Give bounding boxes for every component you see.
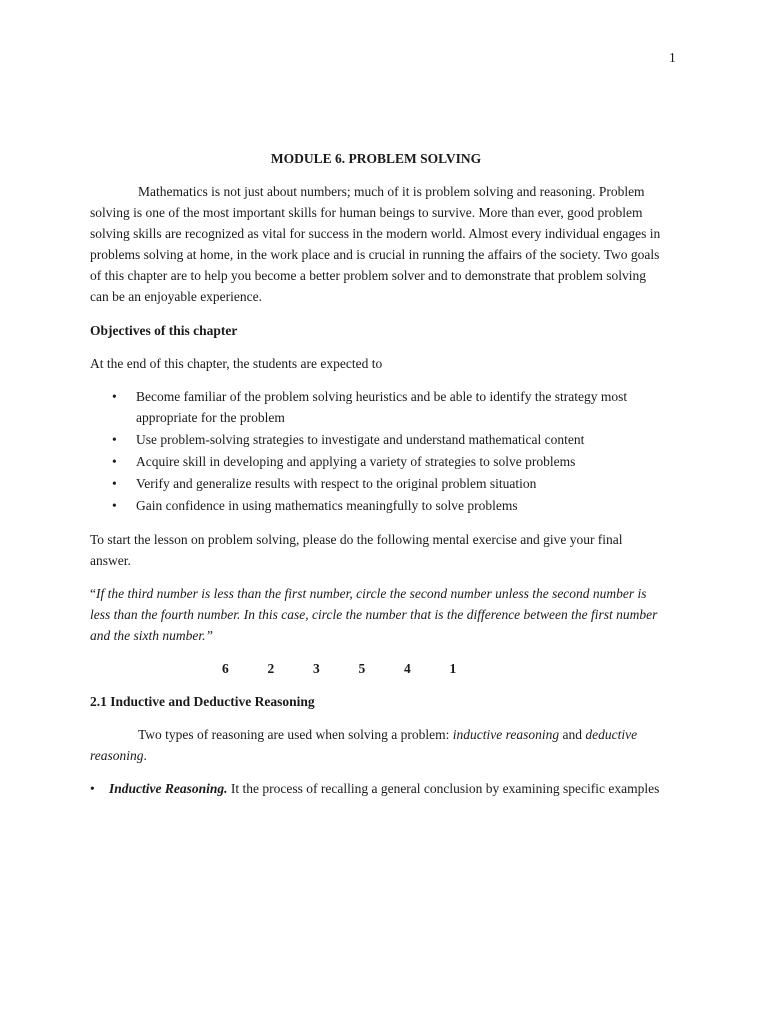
bullet-icon: • — [112, 476, 117, 491]
open-quote-mark: “ — [90, 586, 96, 601]
module-title: MODULE 6. PROBLEM SOLVING — [270, 151, 482, 166]
objective-item — [90, 451, 662, 472]
bullet-icon: • — [90, 781, 95, 796]
objective-text: Use problem-solving strategies to investigate and understand mathematical content — [136, 432, 585, 447]
objective-item — [90, 429, 662, 450]
objective-item — [90, 473, 662, 494]
objective-text: Gain confidence in using mathematics meaningfully to solve problems — [136, 498, 518, 513]
exercise-number: 6 — [222, 661, 229, 676]
exercise-numbers — [90, 658, 662, 679]
close-quote-mark: ” — [205, 628, 214, 643]
exercise-quote — [90, 583, 662, 646]
section-intro-and: and — [559, 727, 586, 742]
intro-paragraph: Mathematics is not just about numbers; much of it is problem solving and reasoning. Problem solving is one of the most important skills for human beings to survive. More than ever, good problem solving skills are recognized as vital for success in the modern world. Almost every individual engages in problems solving at home, in the work place and is crucial in running the affairs of the society. Two goals of this chapter are to help you become a better problem solver and to demonstrate that problem solving can be an enjoyable experience. — [90, 184, 661, 304]
exercise-number: 3 — [313, 661, 320, 676]
bullet-icon: • — [112, 454, 117, 469]
objectives-list — [90, 386, 662, 516]
objectives-heading: Objectives of this chapter — [90, 323, 238, 338]
section-heading: 2.1 Inductive and Deductive Reasoning — [90, 694, 315, 709]
objective-text: Verify and generalize results with respect to the original problem situation — [136, 476, 537, 491]
objective-item — [90, 386, 662, 428]
page-number: 1 — [669, 50, 676, 65]
definition-inductive — [90, 778, 662, 799]
section-intro — [90, 724, 662, 766]
exercise-instruction: To start the lesson on problem solving, please do the following mental exercise and give your final answer. — [90, 532, 623, 568]
bullet-icon: • — [112, 389, 117, 404]
quote-text: If the third number is less than the first number, circle the second number unless the second number is less than the fourth number. In this case, circle the number that is the difference between the first number and the sixth number. — [90, 586, 658, 643]
definition-text: It the process of recalling a general conclusion by examining specific examples — [227, 781, 660, 796]
objectives-lead: At the end of this chapter, the students are expected to — [90, 356, 383, 371]
section-intro-end: . — [143, 748, 147, 763]
objective-item — [90, 495, 662, 516]
term-inductive: inductive reasoning — [452, 727, 560, 742]
bullet-icon: • — [112, 498, 117, 513]
exercise-number: 2 — [267, 661, 275, 676]
exercise-number: 1 — [449, 661, 457, 676]
definition-term: Inductive Reasoning. — [109, 781, 228, 796]
bullet-icon: • — [112, 432, 117, 447]
exercise-number: 4 — [404, 661, 411, 676]
objective-text: Become familiar of the problem solving heuristics and be able to identify the strategy most appropriate for the problem — [136, 389, 628, 425]
objective-text: Acquire skill in developing and applying a variety of strategies to solve problems — [136, 454, 576, 469]
term-deductive: deductive reasoning — [90, 727, 638, 763]
section-intro-start: Two types of reasoning are used when solving a problem: — [138, 727, 453, 742]
page-content — [90, 148, 662, 799]
exercise-number: 5 — [358, 661, 366, 676]
